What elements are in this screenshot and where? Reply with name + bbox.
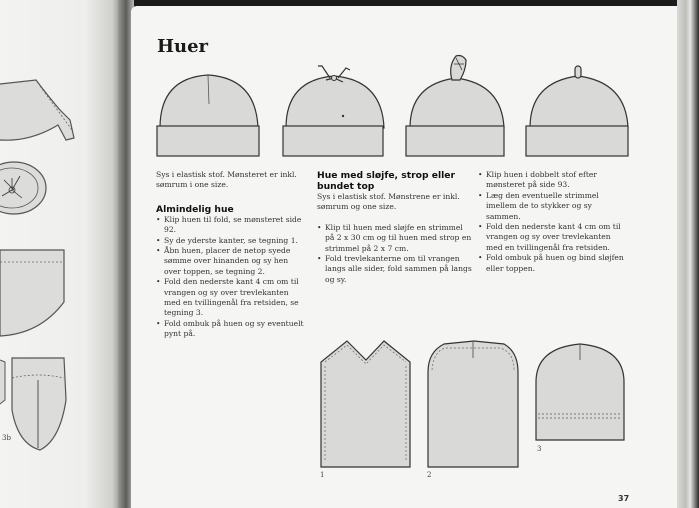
tegning-1-icon bbox=[321, 341, 410, 467]
list-item: • Klip til huen med sløjfe en strimmel på 2 x 30 cm og til huen med strop en strimmel på 2 x 7 cm. bbox=[317, 223, 473, 254]
tegning-3-icon bbox=[536, 344, 624, 440]
sloejfe-intro-text: Sys i elastisk stof. Mønstrene er inkl. sømrum og one size. bbox=[317, 192, 460, 212]
list-item: • Fold den nederste kant 4 cm om til vrangen og sy over trevlekanten med en tvillingenål fra retsiden, se tegning 3. bbox=[156, 277, 306, 319]
column-sloejfe-hue bbox=[317, 170, 473, 285]
list-item: • Klip huen i dobbelt stof efter mønsteret på side 93. bbox=[478, 170, 628, 191]
list-item: • Læg den eventuelle strimmel imellem de to stykker og sy sammen. bbox=[478, 191, 628, 222]
left-page-sock-icon bbox=[12, 358, 66, 450]
figure-label-3b: 3b bbox=[2, 434, 11, 442]
intro-text: Sys i elastisk stof. Mønsteret er inkl. sømrum i one size. bbox=[156, 170, 297, 190]
sloejfe-hue-heading: Hue med sløjfe, strop eller bundet top bbox=[317, 170, 456, 192]
dobbelt-hue-steps bbox=[478, 170, 628, 274]
bundet-top-hue-icon bbox=[406, 56, 504, 157]
page-title: Huer bbox=[157, 36, 209, 57]
figure-label-1: 1 bbox=[320, 471, 325, 479]
left-page bbox=[0, 0, 122, 508]
almindelig-hue-heading: Almindelig hue bbox=[156, 203, 234, 215]
list-item: • Åbn huen, placer de netop syede sømme over hinanden og sy hen over toppen, se tegning 2. bbox=[156, 246, 306, 277]
page-edge bbox=[677, 0, 699, 508]
list-item: • Klip huen til fold, se mønsteret side 92. bbox=[156, 215, 306, 236]
list-item: • Fold ombuk på huen og bind sløjfen eller toppen. bbox=[478, 253, 628, 274]
figure-label-2: 2 bbox=[427, 471, 432, 479]
tegning-2-icon bbox=[428, 341, 518, 467]
almindelig-hue-steps bbox=[156, 215, 306, 340]
column-almindelig-hue bbox=[156, 170, 306, 340]
sewing-diagrams bbox=[315, 335, 635, 470]
list-item: • Sy de yderste kanter, se tegning 1. bbox=[156, 236, 306, 246]
left-page-drawings bbox=[0, 0, 122, 508]
list-item: • Fold den nederste kant 4 cm om til vrangen og sy over trevlekanten med en tvillingenål fra retsiden. bbox=[478, 222, 628, 253]
list-item: • Fold ombuk på huen og sy eventuelt pynt på. bbox=[156, 319, 306, 340]
almindelig-hue-icon bbox=[157, 75, 259, 156]
column-dobbelt-hue bbox=[478, 170, 628, 274]
sloejfe-hue-steps bbox=[317, 223, 473, 285]
left-page-fold-piece-icon bbox=[0, 80, 74, 140]
hat-illustrations bbox=[150, 50, 640, 162]
sloejfe-hue-icon bbox=[283, 66, 384, 156]
page-number: 37 bbox=[618, 494, 630, 503]
strop-hue-icon bbox=[526, 66, 628, 156]
left-page-pouch-piece-icon bbox=[0, 250, 64, 336]
left-page-mitten-icon bbox=[0, 360, 5, 404]
list-item: • Fold trevlekanterne om til vrangen langs alle sider, fold sammen på langs og sy. bbox=[317, 254, 473, 285]
figure-label-3: 3 bbox=[537, 445, 542, 453]
